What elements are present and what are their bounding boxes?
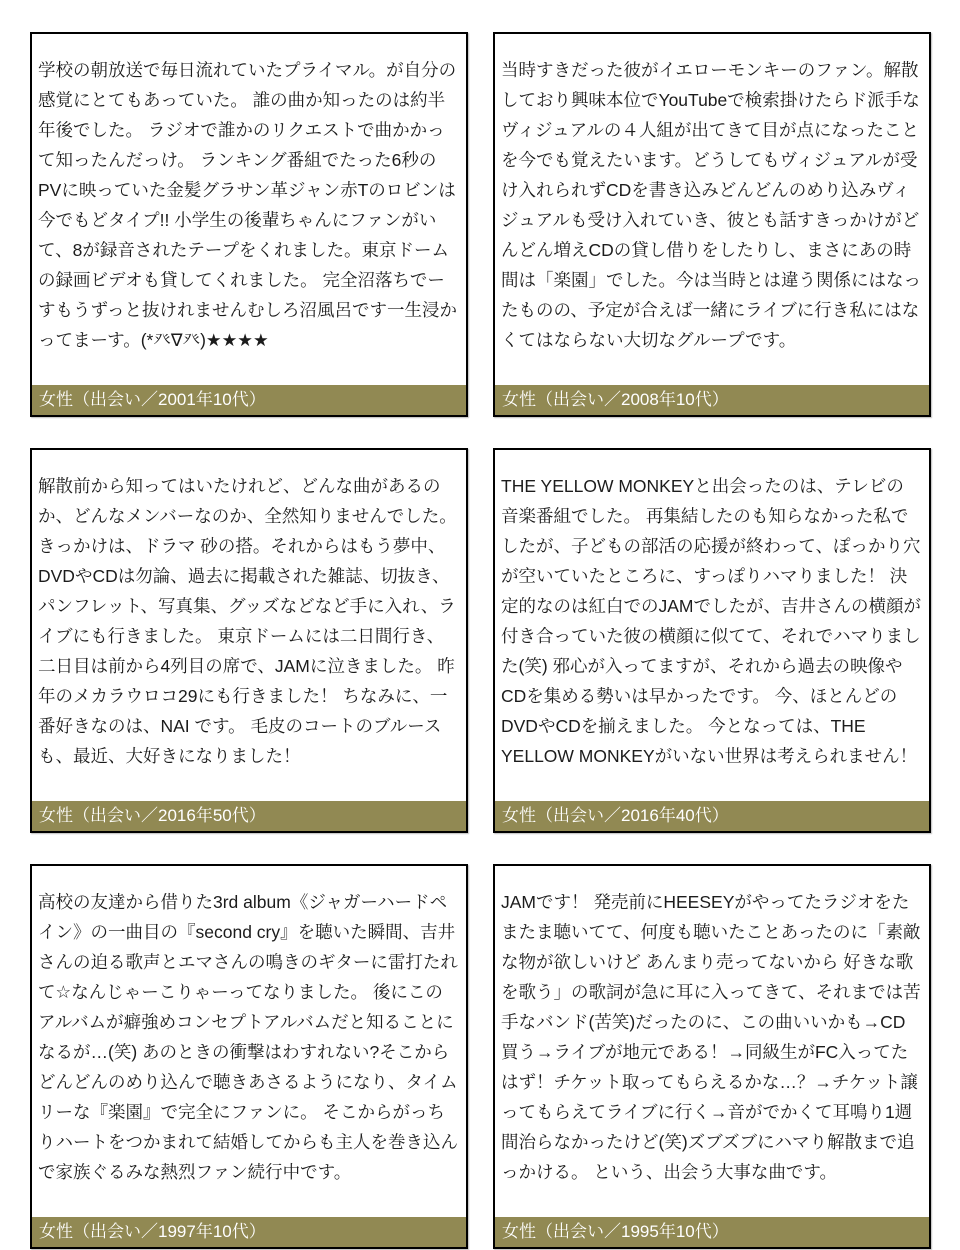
testimonial-card	[30, 448, 468, 833]
testimonial-text: JAMです！ 発売前にHEESEYがやってたラジオをたまたま聴いてて、何度も聴いたことあったのに「素敵な物が欲しいけど あんまり売ってないから 好きな歌を歌う」の歌詞が急に耳に入ってきて、それまでは苦手なバンド(苦笑)だったのに、この曲いいかも→CD買う→ライブが地元である！→同級生がFC入ってたはず！チケット取ってもらえるかな…？→チケット譲ってもらえてライブに行く→音がでかくて耳鳴り1週間治らなかったけど(笑)ズブズブにハマり解散まで追っかける。 という、出会う大事な曲です。	[501, 892, 921, 1182]
respondent-info-bar: 女性（出会い／2016年50代）	[32, 801, 466, 831]
testimonial-text: THE YELLOW MONKEYと出会ったのは、テレビの音楽番組でした。 再集結したのも知らなかった私でしたが、子どもの部活の応援が終わって、ぽっかり穴が空いていたところに、すっぽりハマりました！ 決定的なのは紅白でのJAMでしたが、吉井さんの横顔が付き合っていた彼の横顔に似てて、それでハマりました(笑) 邪心が入ってますが、それから過去の映像やCDを集める勢いは早かったです。 今、ほとんどのDVDやCDを揃えました。 今となっては、THE YELLOW MONKEYがいない世界は考えられません！	[501, 476, 921, 766]
respondent-info-bar: 女性（出会い／2016年40代）	[495, 801, 929, 831]
testimonials-grid	[30, 32, 931, 1249]
testimonial-text: 当時すきだった彼がイエローモンキーのファン。解散しており興味本位でYouTubeで検索掛けたらド派手なヴィジュアルの４人組が出てきて目が点になったことを今でも覚えたいます。どうしてもヴィジュアルが受け入れられずCDを書き込みどんどんのめり込みヴィジュアルも受け入れていき、彼とも話すきっかけがどんどん増えCDの貸し借りをしたりし、まさにあの時間は「楽園」でした。今は当時とは違う関係にはなったものの、予定が合えば一緒にライブに行き私にはなくてはならない大切なグループです。	[501, 60, 921, 350]
respondent-info-bar: 女性（出会い／2001年10代）	[32, 385, 466, 415]
testimonial-text: 高校の友達から借りた3rd album《ジャガーハードペイン》の一曲目の『second cry』を聴いた瞬間、吉井さんの迫る歌声とエマさんの鳴きのギターに雷打たれて☆なんじゃーこりゃーってなりました。 後にこのアルバムが癖強めコンセプトアルバムだと知ることになるが…(笑) あのときの衝撃はわすれない?そこからどんどんのめり込んで聴きあさるようになり、タイムリーな『楽園』で完全にファンに。 そこからがっちりハートをつかまれて結婚してからも主人を巻き込んで家族ぐるみな熱烈ファン続行中です。	[38, 892, 458, 1182]
testimonial-text: 学校の朝放送で毎日流れていたプライマル。が自分の感覚にとてもあっていた。 誰の曲か知ったのは約半年後でした。 ラジオで誰かのリクエストで曲かかって知ったんだっけ。 ランキング番組でたった6秒のPVに映っていた金髪グラサン革ジャン赤Tのロビンは今でもどタイプ!! 小学生の後輩ちゃんにファンがいて、8が録音されたテープをくれました。東京ドームの録画ビデオも貸してくれました。 完全沼落ちでーすもうずっと抜けれませんむしろ沼風呂です一生浸かってまーす。(*癶∇癶)★★★★	[38, 60, 457, 350]
respondent-info-bar: 女性（出会い／1995年10代）	[495, 1217, 929, 1247]
testimonial-card	[493, 864, 931, 1249]
testimonial-card	[493, 448, 931, 833]
testimonial-card	[493, 32, 931, 417]
testimonial-card	[30, 864, 468, 1249]
respondent-info-bar: 女性（出会い／2008年10代）	[495, 385, 929, 415]
respondent-info-bar: 女性（出会い／1997年10代）	[32, 1217, 466, 1247]
testimonial-card	[30, 32, 468, 417]
testimonial-text: 解散前から知ってはいたけれど、どんな曲があるのか、どんなメンバーなのか、全然知りませんでした。きっかけは、ドラマ 砂の搭。それからはもう夢中、DVDやCDは勿論、過去に掲載された雑誌、切抜き、パンフレット、写真集、グッズなどなど手に入れ、ライブにも行きました。 東京ドームには二日間行き、二日目は前から4列目の席で、JAMに泣きました。 昨年のメカラウロコ29にも行きました！ ちなみに、一番好きなのは、NAI です。 毛皮のコートのブルースも、最近、大好きになりました！	[38, 476, 457, 766]
